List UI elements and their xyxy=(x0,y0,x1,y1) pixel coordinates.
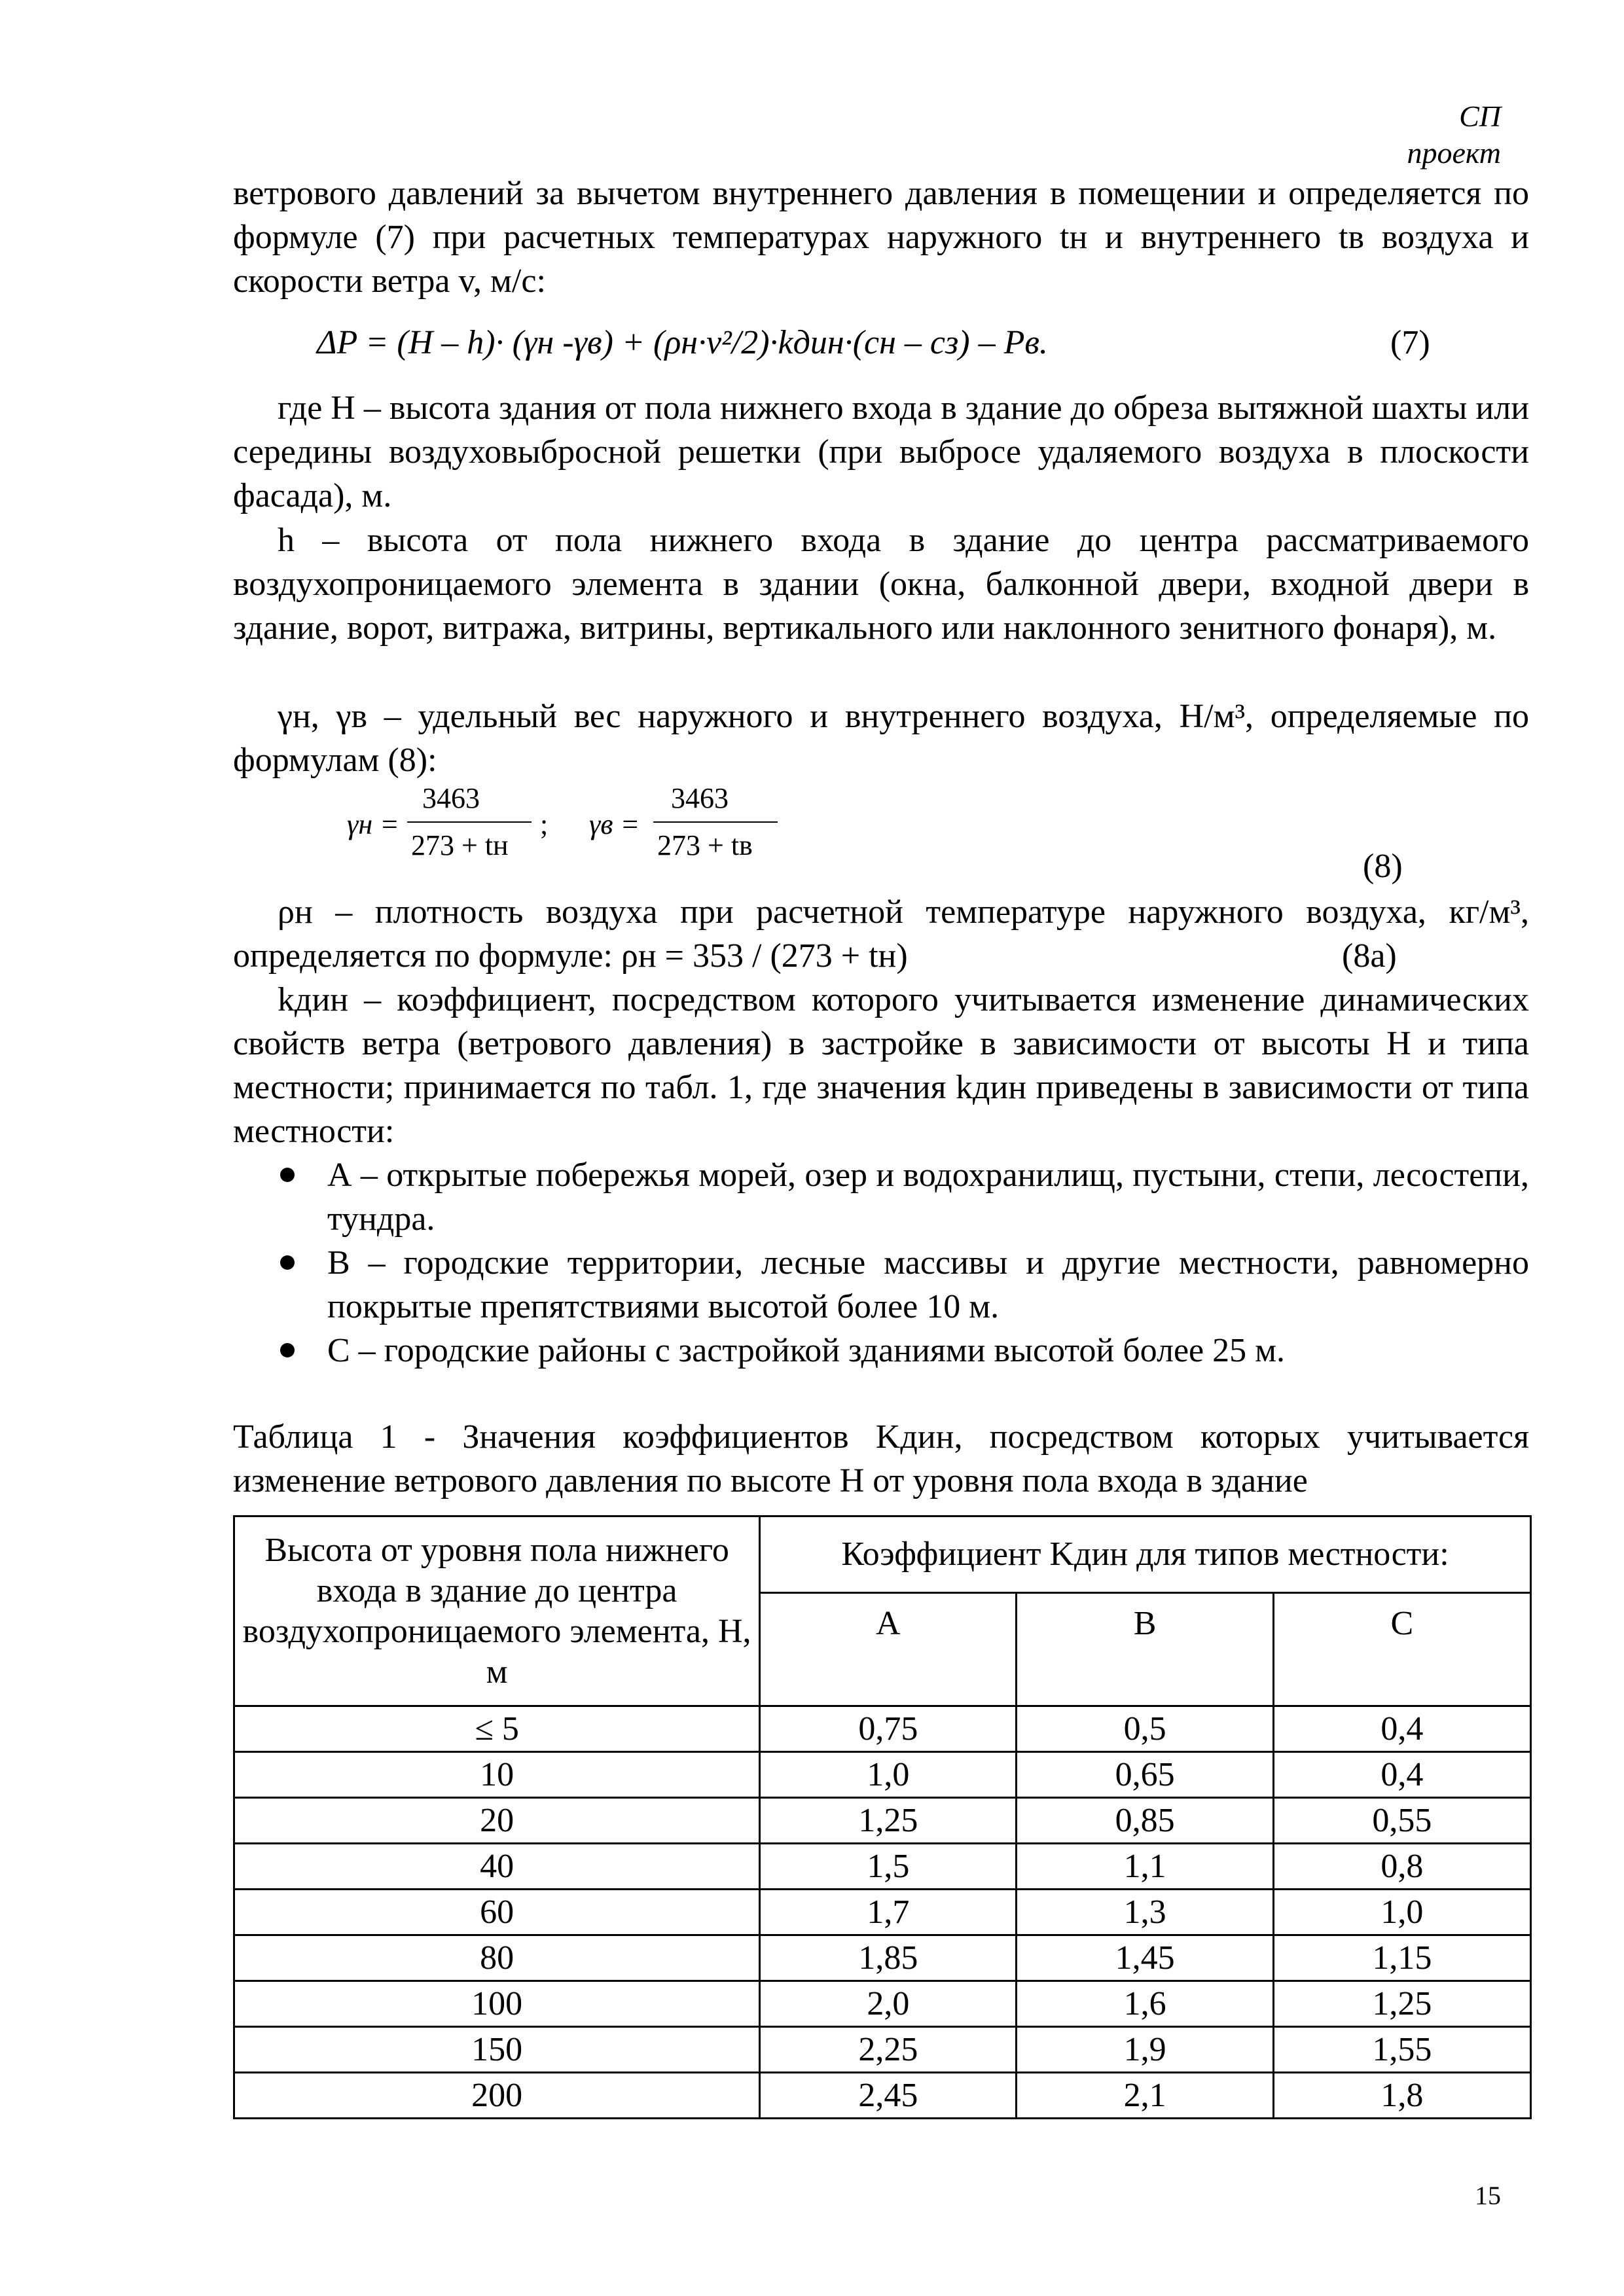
header-project: проект xyxy=(1407,136,1501,170)
coefficient-table xyxy=(233,1515,1532,2119)
table-cell: 1,8 xyxy=(1273,2073,1530,2119)
definition-gamma: γн, γв – удельный вес наружного и внутреннего воздуха, Н/м³, определяемые по формулам (8): xyxy=(233,698,1529,779)
table-row xyxy=(234,1844,1531,1890)
table-row xyxy=(234,1752,1531,1798)
table-cell: 1,25 xyxy=(1273,1981,1530,2027)
table-cell: 0,65 xyxy=(1017,1752,1273,1798)
formula-8-gamma-v xyxy=(589,782,851,867)
page-number: 15 xyxy=(1475,2181,1501,2210)
definition-H: где H – высота здания от пола нижнего входа в здание до обреза вытяжной шахты или середины воздуховыбросной решетки (при выбросе удаляемого воздуха в плоскости фасада), м. xyxy=(233,389,1530,514)
table-cell: ≤ 5 xyxy=(234,1706,760,1752)
table-cell: 100 xyxy=(234,1981,760,2027)
table-cell: 60 xyxy=(234,1890,760,1935)
formula-7: ΔP = (H – h)· (γн -γв) + (ρн·v²/2)·kдин·(cн – cз) – Pв. xyxy=(317,324,1048,361)
table-cell: 80 xyxy=(234,1935,760,1981)
formula-8-gn-numerator: 3463 xyxy=(422,782,480,814)
fraction-bar xyxy=(653,821,778,823)
table-cell: 0,75 xyxy=(760,1706,1017,1752)
formula-8-gv-denominator: 273 + tв xyxy=(657,829,753,861)
table-row xyxy=(234,1981,1531,2027)
table-cell: 1,45 xyxy=(1017,1935,1273,1981)
bullet-text: С – городские районы с застройкой зданиями высотой более 25 м. xyxy=(327,1332,1286,1369)
table-cell: 2,45 xyxy=(760,2073,1017,2119)
table-header-height: Высота от уровня пола нижнего входа в здание до центра воздухопроницаемого элемента, Н, м xyxy=(234,1516,760,1706)
table-cell: 150 xyxy=(234,2027,760,2073)
table-cell: 1,0 xyxy=(760,1752,1017,1798)
table-cell: 0,5 xyxy=(1017,1706,1273,1752)
bullet-text: А – открытые побережья морей, озер и водохранилищ, пустыни, степи, лесостепи, тундра. xyxy=(327,1157,1529,1238)
definition-k: kдин – коэффициент, посредством которого учитывается изменение динамических свойств ветра (ветрового давления) в застройке в зависимости от высоты Н и типа местности; принимается по табл. 1, где значения kдин приведены в зависимости от типа местности: xyxy=(233,981,1529,1150)
bullet-item-c xyxy=(327,1329,1529,1372)
formula-8-gn-label: γн = xyxy=(347,808,399,840)
table-cell: 200 xyxy=(234,2073,760,2119)
table-cell: 0,55 xyxy=(1273,1798,1530,1844)
table-cell: 1,7 xyxy=(760,1890,1017,1935)
table-header-col-c: С xyxy=(1273,1593,1530,1706)
table-cell: 1,5 xyxy=(760,1844,1017,1890)
definition-rho: ρн – плотность воздуха при расчетной температуре наружного воздуха, кг/м³, определяется по формуле: ρн = 353 / (273 + tн) xyxy=(233,893,1529,975)
formula-8-gv-numerator: 3463 xyxy=(671,782,729,814)
fraction-bar xyxy=(407,821,532,823)
table-cell: 2,0 xyxy=(760,1981,1017,2027)
table-caption: Таблица 1 - Значения коэффициентов Kдин, посредством которых учитывается изменение ветрового давления по высоте Н от уровня пола входа в здание xyxy=(233,1418,1529,1499)
table-cell: 10 xyxy=(234,1752,760,1798)
formula-8-gn-denominator: 273 + tн xyxy=(411,829,509,861)
definition-h: h – высота от пола нижнего входа в здание до центра рассматриваемого воздухопроницаемого элемента в здании (окна, балконной двери, входной двери в здание, ворот, витража, витрины, вертикального или наклонного зенитного фонаря), м. xyxy=(233,522,1529,647)
table-cell: 1,15 xyxy=(1273,1935,1530,1981)
table-cell: 1,9 xyxy=(1017,2027,1273,2073)
bullet-icon xyxy=(280,1255,295,1270)
table-cell: 0,4 xyxy=(1273,1752,1530,1798)
table-header-col-a: А xyxy=(760,1593,1017,1706)
table-header-col-b: В xyxy=(1017,1593,1273,1706)
formula-8-separator: ; xyxy=(540,808,549,840)
table-row xyxy=(234,2073,1531,2119)
table-cell: 1,6 xyxy=(1017,1981,1273,2027)
table-cell: 0,85 xyxy=(1017,1798,1273,1844)
table-row xyxy=(234,1706,1531,1752)
formula-8-number: (8) xyxy=(1363,848,1403,885)
table-cell: 0,4 xyxy=(1273,1706,1530,1752)
table-cell: 0,8 xyxy=(1273,1844,1530,1890)
bullet-text: В – городские территории, лесные массивы и другие местности, равномерно покрытые препятствиями высотой более 10 м. xyxy=(327,1244,1529,1325)
table-cell: 2,1 xyxy=(1017,2073,1273,2119)
header-sp: СП xyxy=(1459,99,1501,133)
formula-8a-number: (8а) xyxy=(1342,937,1397,975)
formula-7-number: (7) xyxy=(1390,324,1430,361)
table-cell: 1,0 xyxy=(1273,1890,1530,1935)
table-cell: 1,3 xyxy=(1017,1890,1273,1935)
formula-8-gv-label: γв = xyxy=(589,808,640,840)
table-row xyxy=(234,1935,1531,1981)
table-cell: 40 xyxy=(234,1844,760,1890)
table-cell: 1,85 xyxy=(760,1935,1017,1981)
table-header-coefficient: Коэффициент Kдин для типов местности: xyxy=(760,1516,1531,1593)
table-cell: 1,1 xyxy=(1017,1844,1273,1890)
intro-paragraph: ветрового давлений за вычетом внутреннего давления в помещении и определяется по формуле (7) при расчетных температурах наружного tн и внутреннего tв воздуха и скорости ветра v, м/с: xyxy=(233,175,1529,300)
bullet-icon xyxy=(280,1168,295,1182)
table-cell: 1,25 xyxy=(760,1798,1017,1844)
table-row xyxy=(234,1890,1531,1935)
bullet-icon xyxy=(280,1343,295,1357)
table-cell: 1,55 xyxy=(1273,2027,1530,2073)
table-cell: 2,25 xyxy=(760,2027,1017,2073)
table-row xyxy=(234,2027,1531,2073)
table-row xyxy=(234,1798,1531,1844)
table-cell: 20 xyxy=(234,1798,760,1844)
bullet-item-a xyxy=(327,1153,1529,1241)
bullet-item-b xyxy=(327,1241,1529,1329)
